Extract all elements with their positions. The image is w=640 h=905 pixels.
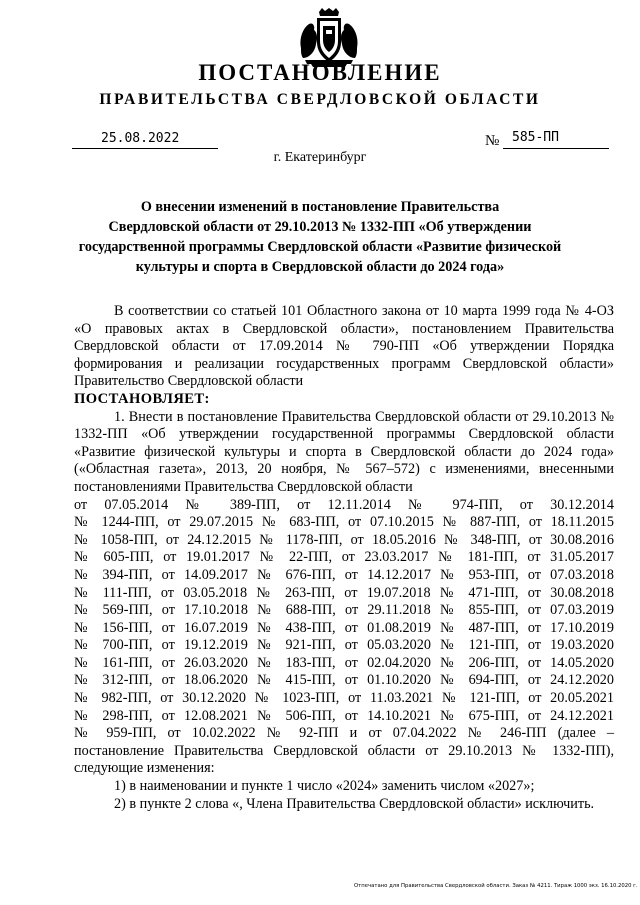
amendment-line: № 569-ПП, от 17.10.2018 № 688-ПП, от 29.11.2018 № 855-ПП, от 07.03.2019 xyxy=(74,602,614,619)
item-1-tail: постановление Правительства Свердловской области от 29.10.2013 № 1332-ПП), следующие изменения: xyxy=(74,742,614,777)
amendment-line: № 605-ПП, от 19.01.2017 № 22-ПП, от 23.03.2017 № 181-ПП, от 31.05.2017 xyxy=(74,549,614,566)
document-date: 25.08.2022 xyxy=(101,131,180,146)
city: г. Екатеринбург xyxy=(273,150,367,165)
document-body xyxy=(74,303,614,813)
amendment-line: № 1058-ПП, от 24.12.2015 № 1178-ПП, от 18.05.2016 № 348-ПП, от 30.08.2016 xyxy=(74,531,614,548)
amendment-line: № 394-ПП, от 14.09.2017 № 676-ПП, от 14.12.2017 № 953-ПП, от 07.03.2018 xyxy=(74,566,614,583)
number-underline xyxy=(503,148,609,149)
heading-line: Свердловской области от 29.10.2013 № 1332-ПП «Об утверждении xyxy=(108,219,532,235)
date-underline xyxy=(72,148,218,149)
document-number: 585-ПП xyxy=(512,130,559,145)
amendment-line: № 161-ПП, от 26.03.2020 № 183-ПП, от 02.04.2020 № 206-ПП, от 14.05.2020 xyxy=(74,654,614,671)
heading-line: О внесении изменений в постановление Правительства xyxy=(140,199,500,215)
amendment-line: № 156-ПП, от 16.07.2019 № 438-ПП, от 01.08.2019 № 487-ПП, от 17.10.2019 xyxy=(74,619,614,636)
document-heading xyxy=(60,197,580,277)
coat-of-arms-icon xyxy=(297,8,361,68)
amendment-line: № 111-ПП, от 03.05.2018 № 263-ПП, от 19.07.2018 № 471-ПП, от 30.08.2018 xyxy=(74,584,614,601)
preamble-paragraph: В соответствии со статьей 101 Областного закона от 10 марта 1999 года № 4-ОЗ «О правовых актах в Свердловской области», постановлением Правительства Свердловской области от 17.09.2014 № 790-ПП «Об утверждении Порядка формирования и реализации государственных программ Свердловской области» Правительство Свердловской области xyxy=(74,303,614,390)
amendment-line: № 982-ПП, от 30.12.2020 № 1023-ПП, от 11.03.2021 № 121-ПП, от 20.05.2021 xyxy=(74,690,614,707)
subitem-1: 1) в наименовании и пункте 1 число «2024» заменить числом «2027»; xyxy=(114,778,535,795)
issuer-name: ПРАВИТЕЛЬСТВА СВЕРДЛОВСКОЙ ОБЛАСТИ xyxy=(99,91,541,108)
heading-line: культуры и спорта в Свердловской области до 2024 года» xyxy=(135,259,505,275)
amendments-list xyxy=(74,497,614,743)
number-sign: № xyxy=(485,133,500,149)
document-type: ПОСТАНОВЛЕНИЕ xyxy=(198,60,442,85)
amendment-line: № 298-ПП, от 12.08.2021 № 506-ПП, от 14.10.2021 № 675-ПП, от 24.12.2021 xyxy=(74,707,614,724)
item-1-intro: 1. Внести в постановление Правительства Свердловской области от 29.10.2013 № 1332-ПП «Об утверждении государственной программы Свердловской области «Развитие физической культуры и спорта в Свердловской области до 2024 года» («Областная газета», 2013, 20 ноября, № 567–572) с изменениями, внесенными постановлениями Правительства Свердловской области xyxy=(74,408,614,495)
amendment-line: № 1244-ПП, от 29.07.2015 № 683-ПП, от 07.10.2015 № 887-ПП, от 18.11.2015 xyxy=(74,514,614,531)
decides-label: ПОСТАНОВЛЯЕТ: xyxy=(74,390,210,407)
amendment-line: № 959-ПП, от 10.02.2022 № 92-ПП и от 07.04.2022 № 246-ПП (далее – xyxy=(74,725,614,742)
subitem-2: 2) в пункте 2 слова «, Члена Правительства Свердловской области» исключить. xyxy=(114,795,595,812)
amendment-line: № 700-ПП, от 19.12.2019 № 921-ПП, от 05.03.2020 № 121-ПП, от 19.03.2020 xyxy=(74,637,614,654)
heading-line: государственной программы Свердловской области «Развитие физической xyxy=(78,239,562,255)
print-note: Отпечатано для Правительства Свердловской области. Заказ № 4211. Тираж 1000 экз. 16.10.2020 г. xyxy=(354,883,638,889)
amendment-line: от 07.05.2014 № 389-ПП, от 12.11.2014 № 974-ПП, от 30.12.2014 xyxy=(74,496,614,513)
amendment-line: № 312-ПП, от 18.06.2020 № 415-ПП, от 01.10.2020 № 694-ПП, от 24.12.2020 xyxy=(74,672,614,689)
